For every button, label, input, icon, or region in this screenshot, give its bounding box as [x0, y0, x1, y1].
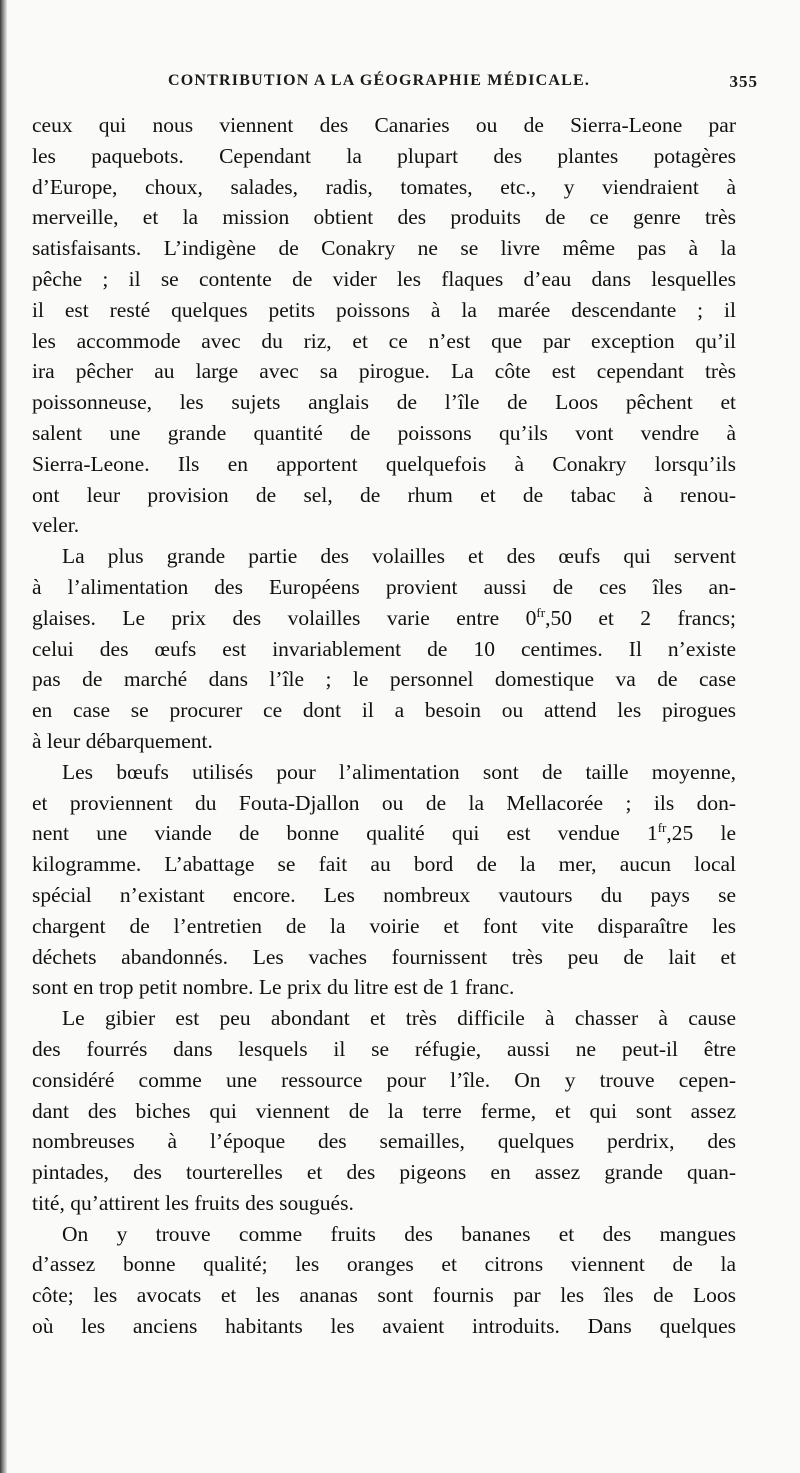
text-line: ceux qui nous viennent des Canaries ou de Sierra-Leone par	[32, 113, 736, 137]
page-edge-shadow	[0, 0, 7, 1473]
running-head	[60, 72, 758, 100]
text-line: La plus grande partie des volailles et des œufs qui servent	[62, 544, 736, 569]
text-line: kilogramme. L’abattage se fait au bord de la mer, aucun local	[32, 852, 736, 877]
text-line: en case se procurer ce dont il a besoin ou attend les pirogues	[32, 698, 736, 723]
franc-abbreviation: fr	[536, 604, 546, 620]
text-line: salent une grande quantité de poissons qu’ils vont vendre à	[32, 420, 736, 445]
text-line: nombreuses à l’époque des semailles, quelques perdrix, des	[32, 1129, 736, 1154]
text-line: tité, qu’attirent les fruits des sougués.	[32, 1190, 354, 1215]
text-line: ira pêcher au large avec sa pirogue. La côte est cependant très	[32, 359, 736, 384]
text-line: sont en trop petit nombre. Le prix du litre est de 1 franc.	[32, 975, 515, 1000]
text-line: veler.	[32, 513, 80, 538]
text-line: les accommode avec du riz, et ce n’est que par exception qu’il	[32, 328, 736, 353]
text-line: où les anciens habitants les avaient introduits. Dans quelques	[32, 1314, 736, 1339]
text-line: poissonneuse, les sujets anglais de l’île de Loos pêchent et	[32, 390, 736, 415]
text-line: à l’alimentation des Européens provient aussi de ces îles an-	[32, 574, 736, 599]
text-line: Les bœufs utilisés pour l’alimentation sont de taille moyenne,	[62, 759, 736, 784]
text-line: des fourrés dans lesquels il se réfugie, aussi ne peut-il être	[32, 1036, 736, 1061]
text-line: celui des œufs est invariablement de 10 centimes. Il n’existe	[32, 636, 736, 661]
running-title: CONTRIBUTION A LA GÉOGRAPHIE MÉDICALE.	[168, 72, 591, 89]
text-line: On y trouve comme fruits des bananes et des mangues	[62, 1221, 736, 1246]
text-line: d’Europe, choux, salades, radis, tomates, etc., y viendraient à	[32, 174, 736, 199]
text-line: les paquebots. Cependant la plupart des plantes potagères	[32, 143, 736, 168]
text-line: chargent de l’entretien de la voirie et font vite disparaître les	[32, 913, 736, 938]
text-line: ont leur provision de sel, de rhum et de tabac à renou-	[32, 482, 736, 507]
text-line: Le gibier est peu abondant et très difficile à chasser à cause	[62, 1006, 736, 1031]
text-line: et proviennent du Fouta-Djallon ou de la Mellacorée ; ils don-	[32, 790, 736, 815]
text-line: nent une viande de bonne qualité qui est vendue $1^{fr},25$ le	[32, 820, 736, 846]
page-number: 355	[729, 72, 758, 91]
text-line: merveille, et la mission obtient des produits de ce genre très	[32, 205, 736, 230]
text-line: pintades, des tourterelles et des pigeons en assez grande quan-	[32, 1160, 736, 1185]
text-line: spécial n’existant encore. Les nombreux vautours du pays se	[32, 882, 736, 907]
text-line: côte; les avocats et les ananas sont fournis par les îles de Loos	[32, 1283, 736, 1308]
text-line: dant des biches qui viennent de la terre ferme, et qui sont assez	[32, 1098, 736, 1123]
text-line: d’assez bonne qualité; les oranges et citrons viennent de la	[32, 1252, 736, 1277]
text-line: déchets abandonnés. Les vaches fournissent très peu de lait et	[32, 944, 736, 969]
text-line: pas de marché dans l’île ; le personnel domestique va de case	[32, 667, 736, 692]
text-line: Sierra-Leone. Ils en apportent quelquefois à Conakry lorsqu’ils	[32, 451, 736, 476]
franc-abbreviation: fr	[657, 820, 667, 836]
body-text	[32, 110, 736, 1342]
text-line: il est resté quelques petits poissons à la marée descendante ; il	[32, 297, 736, 322]
text-line: glaises. Le prix des volailles varie entre $0^{fr},50$ et 2 francs;	[32, 604, 736, 630]
text-line: considéré comme une ressource pour l’île. On y trouve cepen-	[32, 1067, 736, 1092]
text-line: satisfaisants. L’indigène de Conakry ne se livre même pas à la	[32, 236, 736, 261]
text-line: à leur débarquement.	[32, 728, 213, 753]
text-line: pêche ; il se contente de vider les flaques d’eau dans lesquelles	[32, 266, 736, 291]
